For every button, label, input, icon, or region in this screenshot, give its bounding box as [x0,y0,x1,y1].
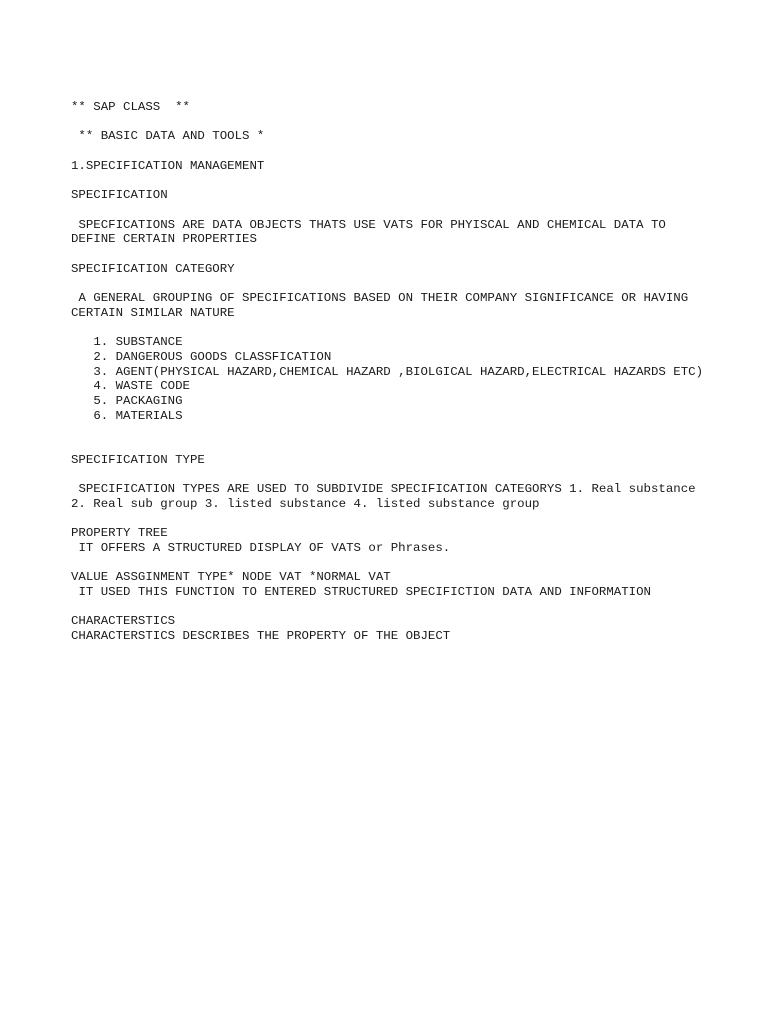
spacer [71,320,711,335]
spacer [71,247,711,262]
document-subtitle: ** BASIC DATA AND TOOLS * [71,129,265,144]
spacer [71,467,711,482]
list-item: 1. SUBSTANCE [71,335,183,350]
specification-text: SPECFICATIONS ARE DATA OBJECTS THATS USE VATS FOR PHYISCAL AND CHEMICAL DATA TO DEFINE CERTAIN PROPERTIES [71,217,674,247]
list-item: 3. AGENT(PHYSICAL HAZARD,CHEMICAL HAZARD ,BIOLGICAL HAZARD,ELECTRICAL HAZARDS ETC) [71,364,704,379]
property-tree-text: IT OFFERS A STRUCTURED DISPLAY OF VATS or Phrases. [71,540,451,555]
specification-category-text: A GENERAL GROUPING OF SPECIFICATIONS BASED ON THEIR COMPANY SIGNIFICANCE OR HAVING CERTAIN SIMILAR NATURE [71,291,696,320]
spacer [71,203,711,218]
value-assignment-text: IT USED THIS FUNCTION TO ENTERED STRUCTURED SPECIFICTION DATA AND INFORMATION [71,585,651,600]
property-tree-heading: PROPERTY TREE [71,526,168,541]
spacer [71,556,711,571]
spacer [71,438,711,453]
specification-category-heading: SPECIFICATION CATEGORY [71,261,235,276]
characteristics-text: CHARACTERSTICS DESCRIBES THE PROPERTY OF THE OBJECT [71,629,451,644]
spacer [71,276,711,291]
characteristics-heading: CHARACTERSTICS [71,614,176,629]
list-item: 2. DANGEROUS GOODS CLASSFICATION [71,349,332,364]
document-page [71,100,711,644]
spacer [71,115,711,130]
specification-type-heading: SPECIFICATION TYPE [71,452,205,467]
spacer [71,512,711,527]
spacer [71,423,711,438]
list-item: 5. PACKAGING [71,393,183,408]
document-title: ** SAP CLASS ** [71,100,190,114]
list-item: 4. WASTE CODE [71,379,190,394]
value-assignment-heading: VALUE ASSGINMENT TYPE* NODE VAT *NORMAL VAT [71,570,391,585]
section-heading: 1.SPECIFICATION MANAGEMENT [71,158,265,173]
specification-heading: SPECIFICATION [71,188,168,203]
spacer [71,144,711,159]
category-list [71,335,711,423]
spacer [71,173,711,188]
spacer [71,600,711,615]
list-item: 6. MATERIALS [71,408,183,423]
specification-type-text: SPECIFICATION TYPES ARE USED TO SUBDIVIDE SPECIFICATION CATEGORYS 1. Real substance 2. Real sub group 3. listed substance 4. listed substance group [71,482,704,511]
